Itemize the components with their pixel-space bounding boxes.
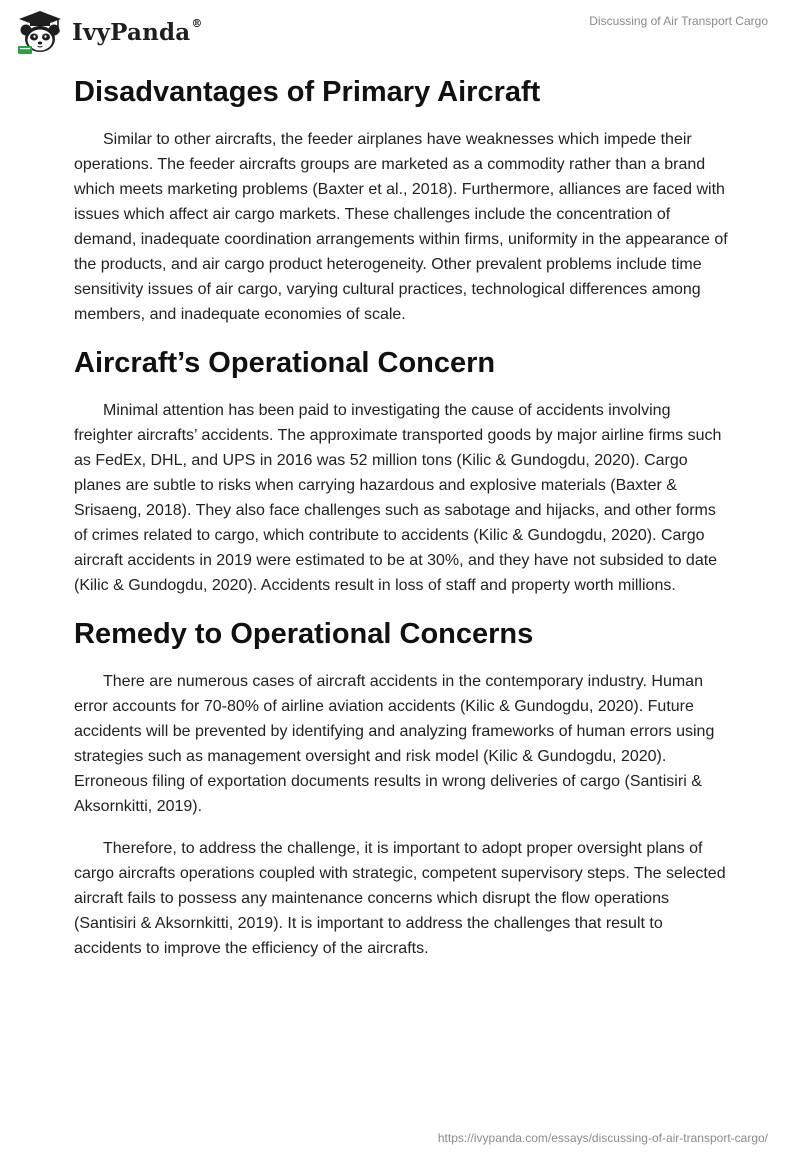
paragraph: There are numerous cases of aircraft accidents in the contemporary industry. Human error accounts for 70-80% of airline aviation accidents (Kilic & Gundogdu, 2020). Future accidents will be prevented by identifying and analyzing frameworks of human errors using strategies such as management oversight and risk model (Kilic & Gundogdu, 2020). Erroneous filing of exportation documents results in wrong deliveries of cargo (Santisiri & Aksornkitti, 2019). bbox=[74, 673, 715, 815]
page-header bbox=[0, 0, 800, 60]
essay-content bbox=[74, 70, 729, 961]
paragraph: Therefore, to address the challenge, it is important to adopt proper oversight plans of cargo aircrafts operations coupled with strategic, competent supervisory steps. The selected aircraft fails to possess any maintenance concerns which disrupt the flow operations (Santisiri & Aksornkitti, 2019). It is important to address the challenges that result to accidents to improve the efficiency of the aircrafts. bbox=[74, 840, 726, 957]
section-heading: Remedy to Operational Concerns bbox=[74, 618, 534, 650]
ivypanda-logo[interactable] bbox=[14, 8, 203, 56]
section-heading: Disadvantages of Primary Aircraft bbox=[74, 76, 541, 108]
logo-wordmark: IvyPanda® bbox=[72, 16, 203, 46]
source-url[interactable]: https://ivypanda.com/essays/discussing-of-air-transport-cargo/ bbox=[437, 1131, 768, 1145]
panda-graduate-icon bbox=[14, 8, 66, 56]
section-heading: Aircraft’s Operational Concern bbox=[74, 347, 496, 379]
paragraph: Similar to other aircrafts, the feeder airplanes have weaknesses which impede their operations. The feeder aircrafts groups are marketed as a commodity rather than a brand which meets marketing problems (Baxter et al., 2018). Furthermore, alliances are faced with issues which affect air cargo markets. These challenges include the concentration of demand, inadequate coordination arrangements within firms, uniformity in the appearance of the products, and air cargo product heterogeneity. Other prevalent problems include time sensitivity issues of air cargo, varying cultural practices, technological differences among members, and inadequate economies of scale. bbox=[74, 131, 728, 323]
paragraph: Minimal attention has been paid to investigating the cause of accidents involving freighter aircrafts’ accidents. The approximate transported goods by major airline firms such as FedEx, DHL, and UPS in 2016 was 52 million tons (Kilic & Gundogdu, 2020). Cargo planes are subtle to risks when carrying hazardous and explosive materials (Baxter & Srisaeng, 2018). They also face challenges such as sabotage and hijacks, and other forms of crimes related to cargo, which contribute to accidents (Kilic & Gundogdu, 2020). Cargo aircraft accidents in 2019 were estimated to be at 30%, and they have not subsided to date (Kilic & Gundogdu, 2020). Accidents result in loss of staff and property worth millions. bbox=[74, 402, 722, 594]
document-title: Discussing of Air Transport Cargo bbox=[589, 14, 768, 28]
